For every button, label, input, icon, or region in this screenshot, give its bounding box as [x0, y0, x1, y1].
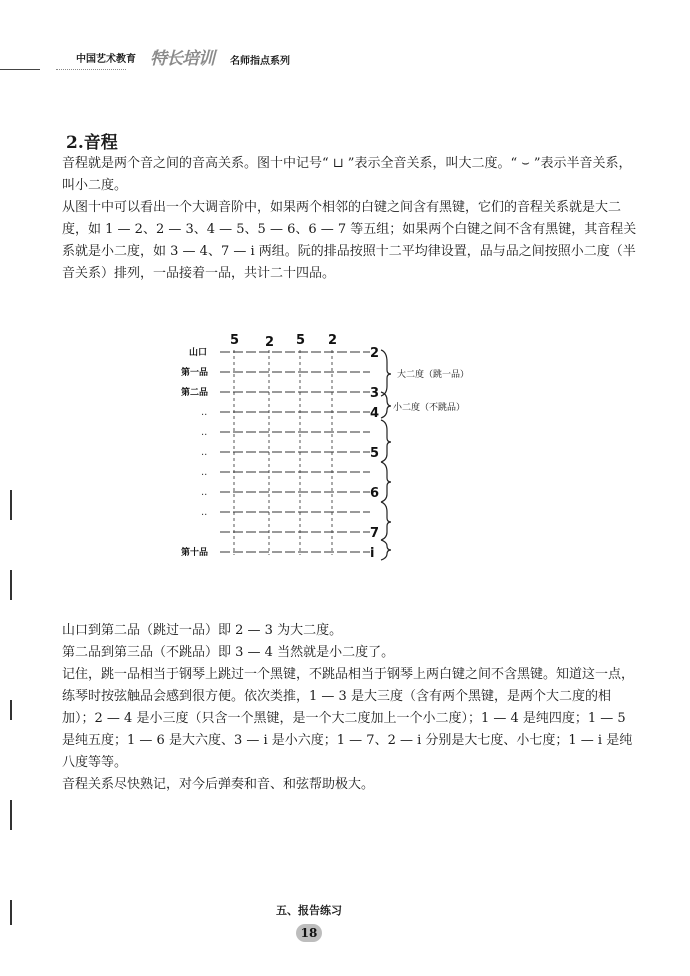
string-label: 2 [265, 335, 275, 350]
major-second-bracket [381, 350, 391, 396]
paragraph-second-to-third: 第二品到第三品（不跳品）即 3 — 4 当然就是小二度了。 [62, 645, 395, 660]
paragraph-nut-to-second: 山口到第二品（跳过一品）即 2 — 3 为大二度。 [62, 623, 343, 638]
note-label: 7 [370, 526, 380, 541]
margin-mark [10, 490, 12, 520]
minor-second-caption: 小二度（不跳品） [393, 403, 466, 413]
bracket [381, 462, 391, 502]
footer-title: 五、报告练习 [276, 904, 342, 917]
margin-mark [10, 700, 12, 720]
series-name: 中国艺术教育 [76, 54, 136, 65]
margin-mark [10, 570, 12, 600]
string-label: 5 [230, 333, 240, 348]
paragraph-intervals-intro: 音程就是两个音之间的音高关系。图十中记号“ ⊔ ”表示全音关系，叫大二度。“ ⌣ ”表示半音关系，叫小二度。 [62, 156, 632, 193]
string-label: 2 [328, 333, 338, 348]
note-label: 4 [370, 406, 380, 421]
string-label: 5 [296, 333, 306, 348]
bracket [381, 540, 391, 560]
note-label: 6 [370, 486, 380, 501]
fret-dots: .. [201, 507, 208, 518]
bracket [381, 420, 391, 462]
note-label: 2 [370, 346, 380, 361]
fret-dots: .. [201, 407, 208, 418]
major-second-caption: 大二度（跳一品） [397, 370, 470, 380]
page-number: 18 [296, 924, 322, 942]
fret-label-tenth: 第十品 [181, 548, 209, 558]
fret-label-second: 第二品 [181, 388, 209, 398]
series-logo: 特长培训 [150, 49, 214, 69]
fret-dots: .. [201, 447, 208, 458]
paragraph-major-minor-second: 从图十中可以看出一个大调音阶中，如果两个相邻的白键之间含有黑键，它们的音程关系就是大二度，如 1 — 2、2 — 3、4 — 5、5 — 6、6 — 7 等五组；如果两个白键之间不含有黑键，其音程关系就是小二度，如 3 — 4、7 — i 两组。阮的排品按照十二平均律设置，品与品之间按照小二度（半音关系）排列，一品接着一品，共计二十四品。 [62, 200, 637, 281]
fret-label-first: 第一品 [181, 368, 209, 378]
note-label: 5 [370, 446, 380, 461]
fret-dots: .. [201, 487, 208, 498]
series-subtitle: 名师指点系列 [230, 56, 290, 67]
fret-dots: .. [201, 427, 208, 438]
margin-mark [10, 800, 12, 830]
note-label: i [370, 546, 375, 561]
header-dotted-rule [56, 69, 126, 70]
note-label: 3 [370, 386, 380, 401]
fret-dots: .. [201, 467, 208, 478]
bracket [381, 502, 391, 540]
section-title: 2.音程 [66, 133, 118, 153]
header-rule [0, 69, 40, 70]
paragraph-interval-rules: 记住，跳一品相当于钢琴上跳过一个黑键，不跳品相当于钢琴上两白键之间不含黑键。知道这一点，练琴时按弦触品会感到很方便。依次类推，1 — 3 是大三度（含有两个黑键，是两个大二度的相加）；2 — 4 是小三度（只含一个黑键，是一个大二度加上一个小二度）；1 — 4 是纯四度；1 — 5 是纯五度；1 — 6 是大六度、3 — i 是小六度；1 — 7、2 — i 分别是大七度、小七度；1 — i 是纯八度等等。 [62, 667, 635, 770]
paragraph-conclusion: 音程关系尽快熟记，对今后弹奏和音、和弦帮助极大。 [62, 777, 375, 792]
running-header [0, 40, 690, 80]
fretboard-diagram [175, 330, 515, 570]
fret-label-nut: 山口 [189, 348, 208, 358]
margin-mark [10, 900, 12, 925]
